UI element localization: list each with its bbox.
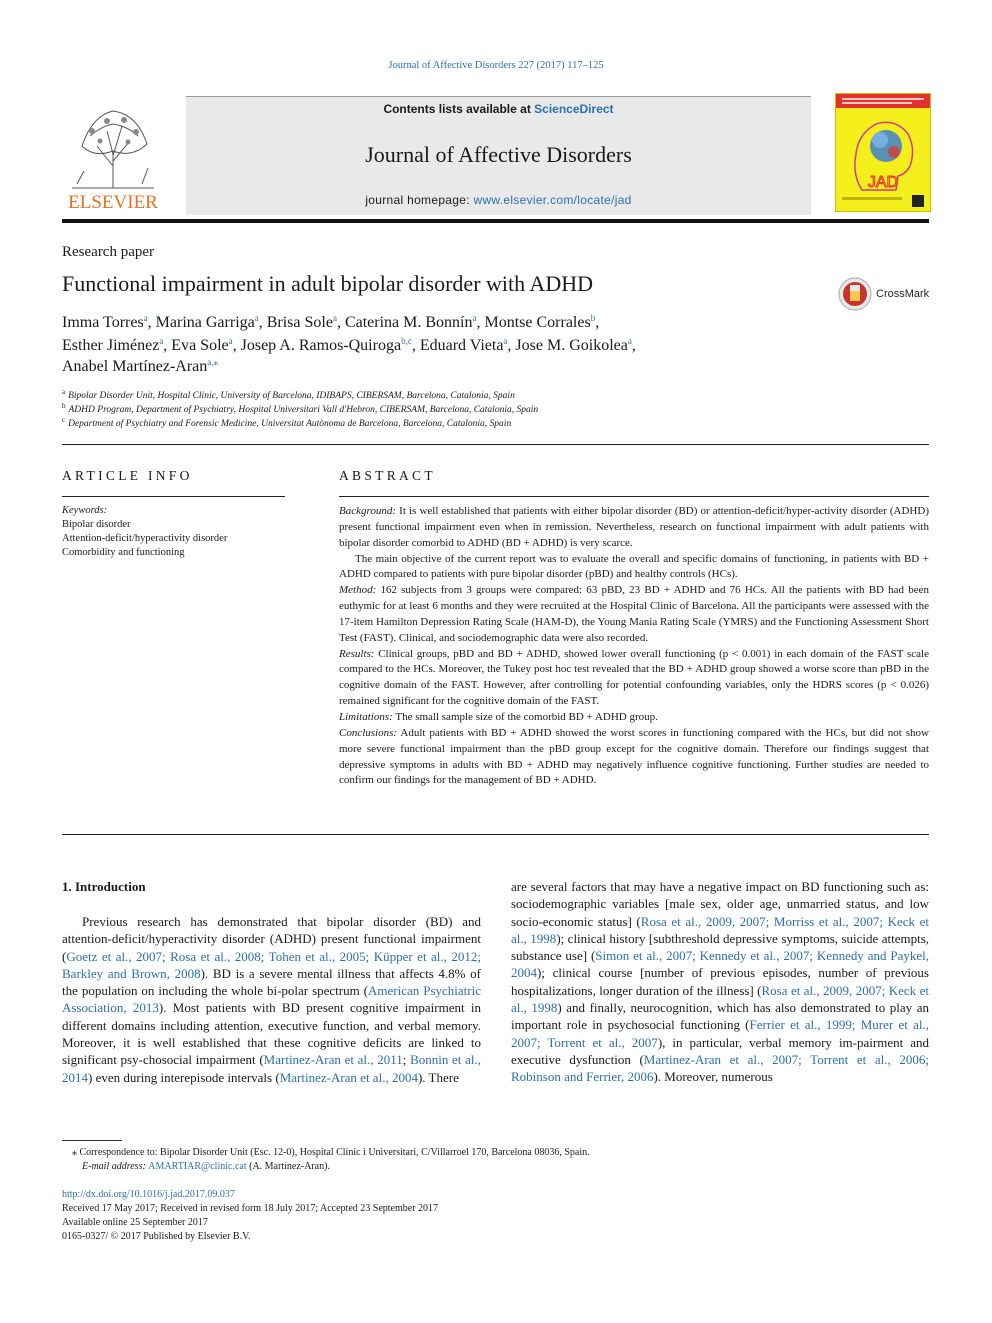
intro-text: are several factors that may have a negative impact on BD functioning such as: sociodemographic variables [male sex, older age, unmarried status, and low socio-economic status] ( xyxy=(511,879,929,929)
abstract-results-label: Results: xyxy=(339,647,375,660)
intro-text: ) even during interepisode intervals ( xyxy=(88,1069,280,1085)
abstract-method-text: 162 subjects from 3 groups were compared: 63 pBD, 23 BD + ADHD and 76 HCs. All the patients with BD had been euthymic for at least 6 months and they were recruited at the Hospital Clinic of Barcelona. All the participants were assessed with the 17-item Hamilton Depression Rating Scale (HAM-D), the Young Mania Rating Scale (YMRS) and the Functioning Assessment Short Test (FAST). Clinical, and sociodemographic data were also recorded. xyxy=(339,584,929,644)
abstract-results-text: Clinical groups, pBD and BD + ADHD, showed lower overall functioning (p < 0.001) in each domain of the FAST scale compared to the HCs. Moreover, the Tukey post hoc test revealed that the BD + ADHD group showed a worse score than pBD in the cognitive domain of the FAST. However, after controlling for potential confounding variables, only the HDRS scores (p < 0.026) remained significant for the cognitive domain of the FAST. xyxy=(339,647,929,708)
copyright-line: 0165-0327/ © 2017 Published by Elsevier B.V. xyxy=(62,1231,251,1242)
author-name[interactable]: Brisa Sole xyxy=(266,314,333,331)
abstract-heading: ABSTRACT xyxy=(339,468,436,483)
citation-link[interactable]: Bonnin et al., 2014 xyxy=(62,1052,481,1085)
intro-text: ); clinical history [subthreshold depressive symptoms, suicide attempts, substance use] ( xyxy=(511,930,929,964)
author-affiliation-marker[interactable]: a xyxy=(503,336,508,346)
keywords-label: Keywords: xyxy=(62,505,108,516)
author-name[interactable]: Eva Sole xyxy=(171,337,229,354)
affiliation-b-text: ADHD Program, Department of Psychiatry, Hospital Universitari Vall d'Hebron, CIBERSAM, Barcelona, Catalonia, Spain xyxy=(68,405,539,415)
author-separator: , xyxy=(163,337,172,354)
introduction-heading: 1. Introduction xyxy=(62,879,146,894)
author-separator: , xyxy=(631,337,636,354)
elsevier-tree-icon xyxy=(62,96,164,212)
correspondence-note: ⁎ Correspondence to: Bipolar Disorder Unit (Esc. 12-0), Hospital Clínic i Universitari, C/Villarroel 170, Barcelona 08036, Spain. xyxy=(72,1147,590,1158)
abstract-limitations-text: The small sample size of the comorbid BD + ADHD group. xyxy=(392,710,658,723)
author-affiliation-marker[interactable]: a xyxy=(332,313,337,323)
keyword-item: Attention-deficit/hyperactivity disorder xyxy=(62,533,228,544)
author-name[interactable]: Marina Garriga xyxy=(155,314,255,331)
introduction-paragraph xyxy=(511,878,929,1086)
intro-text: ) and finally, neurocognition, which has also demonstrated to play an important role in psychosocial functioning ( xyxy=(511,1000,929,1033)
author-name[interactable]: Josep A. Ramos-Quiroga xyxy=(240,337,402,354)
abstract-background-text: It is well established that patients with either bipolar disorder (BD) or attention-deficit/hyper-activity disorder (ADHD) present functional impairment even when in remission. Nevertheless, research on functional impairment with adult patients with bipolar disorder comorbid to ADHD (BD + ADHD) is very scarce. xyxy=(339,505,929,549)
intro-text: ). Most patients with BD present cognitive impairment in different domains including attention, executive function, and verbal memory. Moreover, it is well established that these cognitive deficits are linked to significant psy-chosocial impairment ( xyxy=(62,1000,482,1068)
article-type: Research paper xyxy=(62,244,155,260)
author-name[interactable]: Montse Corrales xyxy=(484,314,591,331)
crossmark-badge[interactable] xyxy=(838,277,934,311)
doi-link[interactable] xyxy=(62,1189,235,1200)
received-dates: Received 17 May 2017; Received in revised form 18 July 2017; Accepted 23 September 2017 xyxy=(62,1203,439,1214)
article-info-heading: ARTICLE INFO xyxy=(62,468,193,483)
author-separator: , xyxy=(476,314,485,331)
author-name[interactable]: Anabel Martínez-Aran xyxy=(62,358,208,375)
author-affiliation-marker[interactable]: a xyxy=(627,336,632,346)
abstract-limitations xyxy=(339,710,929,726)
intro-text: ). There xyxy=(417,1069,459,1085)
affiliation-a-text: Bipolar Disorder Unit, Hospital Clinic, University of Barcelona, IDIBAPS, CIBERSAM, Barcelona, Catalonia, Spain xyxy=(68,391,515,401)
introduction-left-column xyxy=(62,913,481,1086)
author-list-line-3 xyxy=(62,357,218,376)
abstract-bottom-rule xyxy=(62,834,929,835)
journal-name: Journal of Affective Disorders xyxy=(365,142,632,167)
journal-cover-image xyxy=(836,94,930,211)
citation-link[interactable]: Simon et al., 2007; Kennedy et al., 2007; Kennedy and Paykel, 2004 xyxy=(511,948,929,981)
citation-link[interactable]: American Psychiatric Association, 2013 xyxy=(62,983,482,1016)
author-affiliation-marker[interactable]: a xyxy=(143,313,148,323)
journal-cover[interactable] xyxy=(835,93,931,212)
author-affiliation-marker[interactable]: b,c xyxy=(401,336,412,346)
elsevier-logo[interactable] xyxy=(62,96,164,212)
crossmark-icon xyxy=(838,277,872,311)
homepage-link[interactable]: www.elsevier.com/locate/jad xyxy=(473,193,632,207)
intro-text: Previous research has demonstrated that bipolar disorder (BD) and attention-deficit/hyperactivity disorder (ADHD) present functional impairment ( xyxy=(62,914,481,964)
elsevier-wordmark: ELSEVIER xyxy=(68,192,158,212)
affiliation-rule xyxy=(62,444,929,445)
homepage-prefix: journal homepage: xyxy=(365,193,474,207)
email-link[interactable]: AMARTIAR@clinic.cat xyxy=(148,1161,247,1172)
cover-title-text: JAD xyxy=(867,174,899,191)
abstract-results xyxy=(339,647,929,710)
contents-line xyxy=(186,102,811,116)
article-info-rule xyxy=(62,496,285,497)
affiliation-b xyxy=(62,402,538,415)
citation-link[interactable]: Rosa et al., 2009, 2007; Morriss et al., 2007; Keck et al., 1998 xyxy=(511,913,930,946)
author-affiliation-marker[interactable]: a xyxy=(254,313,259,323)
crossmark-label: CrossMark xyxy=(876,288,930,300)
author-separator: , xyxy=(507,337,516,354)
author-name[interactable]: Esther Jiménez xyxy=(62,337,160,354)
author-name[interactable]: Imma Torres xyxy=(62,314,144,331)
citation-link[interactable]: Martinez-Aran et al., 2007; Torrent et al., 2006; Robinson and Ferrier, 2006 xyxy=(511,1051,930,1085)
author-separator: , xyxy=(147,314,156,331)
affiliation-a-marker: a xyxy=(62,388,66,396)
introduction-right-column xyxy=(511,878,929,1086)
journal-citation[interactable]: Journal of Affective Disorders 227 (2017) 117–125 xyxy=(388,60,604,71)
author-list-line-1 xyxy=(62,313,599,332)
homepage-line xyxy=(186,193,811,207)
citation-link[interactable]: Ferrier et al., 1999; Murer et al., 2007; Torrent et al., 2007 xyxy=(511,1017,929,1050)
contents-prefix: Contents lists available at xyxy=(383,102,535,116)
citation-link[interactable]: Martinez-Aran et al., 2004 xyxy=(279,1069,418,1085)
citation-link[interactable]: Martinez-Aran et al., 2011 xyxy=(263,1052,403,1068)
abstract-method-label: Method: xyxy=(339,584,377,597)
abstract-background-label: Background: xyxy=(339,505,397,517)
author-affiliation-marker[interactable]: b xyxy=(590,313,596,323)
affiliation-c xyxy=(62,416,511,429)
article-title: Functional impairment in adult bipolar disorder with ADHD xyxy=(62,271,593,296)
affiliation-a xyxy=(62,388,515,401)
author-separator: , xyxy=(411,337,420,354)
author-affiliation-marker[interactable]: a xyxy=(159,336,164,346)
intro-text: ), in particular, verbal memory im-pairment and executive dysfunction ( xyxy=(511,1034,929,1067)
abstract-conclusions-text: Adult patients with BD + ADHD showed the worst scores in functioning compared with the HCs, but did not show more severe functional impairment than the pBD group except for the cognitive domain. Therefore our findings suggest that depressive symptoms in adults with BD + ADHD may negatively influence cognitive functioning. Further studies are needed to confirm our findings for the management of BD + ADHD. xyxy=(339,726,929,787)
author-separator: , xyxy=(232,337,241,354)
author-separator: , xyxy=(595,314,600,331)
author-separator: , xyxy=(258,314,267,331)
footnote-rule xyxy=(62,1140,122,1141)
header-rule xyxy=(62,219,929,223)
author-name[interactable]: Caterina M. Bonnín xyxy=(344,314,473,331)
intro-text: ; xyxy=(402,1052,411,1068)
affiliation-b-marker: b xyxy=(62,402,66,410)
email-label: E-mail address: xyxy=(82,1161,149,1172)
abstract-background xyxy=(339,504,929,552)
abstract-method xyxy=(339,583,929,646)
author-name[interactable]: Jose M. Goikolea xyxy=(515,337,628,354)
abstract-objective: The main objective of the current report was to evaluate the overall and specific domains of functioning, in patients with BD + ADHD compared to patients with pure bipolar disorder (pBD) and healthy controls (HCs). xyxy=(339,552,929,581)
doi-text[interactable]: http://dx.doi.org/10.1016/j.jad.2017.09.037 xyxy=(62,1189,235,1200)
author-affiliation-marker[interactable]: a xyxy=(472,313,477,323)
abstract-rule xyxy=(339,496,929,497)
email-note xyxy=(82,1161,330,1172)
citation-link[interactable]: Rosa et al., 2009, 2007; Keck et al., 1998 xyxy=(511,982,929,1016)
keyword-item: Comorbidity and functioning xyxy=(62,547,185,558)
citation-link[interactable]: Goetz et al., 2007; Rosa et al., 2008; Tohen et al., 2005; Küpper et al., 2012; Barkley and Brown, 2008 xyxy=(62,948,481,981)
online-date: Available online 25 September 2017 xyxy=(62,1217,208,1228)
sciencedirect-link[interactable]: ScienceDirect xyxy=(534,102,614,116)
author-affiliation-marker[interactable]: a xyxy=(228,336,233,346)
abstract-conclusions-label: Conclusions: xyxy=(339,726,398,739)
author-affiliation-marker[interactable]: a,⁎ xyxy=(207,357,219,367)
affiliation-c-marker: c xyxy=(62,416,66,424)
author-name[interactable]: Eduard Vieta xyxy=(419,337,504,354)
abstract-limitations-label: Limitations: xyxy=(339,710,393,723)
affiliation-c-text: Department of Psychiatry and Forensic Medicine, Universitat Autònoma de Barcelona, Barcelona, Catalonia, Spain xyxy=(68,419,512,429)
abstract-body xyxy=(339,504,929,789)
introduction-paragraph xyxy=(62,913,481,1086)
keyword-item: Bipolar disorder xyxy=(62,519,131,530)
intro-text: ). BD is a severe mental illness that affects 4.8% of the population on including the whole bi-polar spectrum ( xyxy=(62,965,482,999)
email-owner: (A. Martínez-Aran). xyxy=(246,1161,330,1172)
author-list-line-2 xyxy=(62,336,636,355)
intro-text: ). Moreover, numerous xyxy=(653,1069,773,1085)
author-separator: , xyxy=(336,314,345,331)
abstract-conclusions xyxy=(339,726,929,789)
intro-text: ); clinical course [number of previous episodes, number of previous hospitalizations, longer duration of the illness] ( xyxy=(511,965,929,998)
